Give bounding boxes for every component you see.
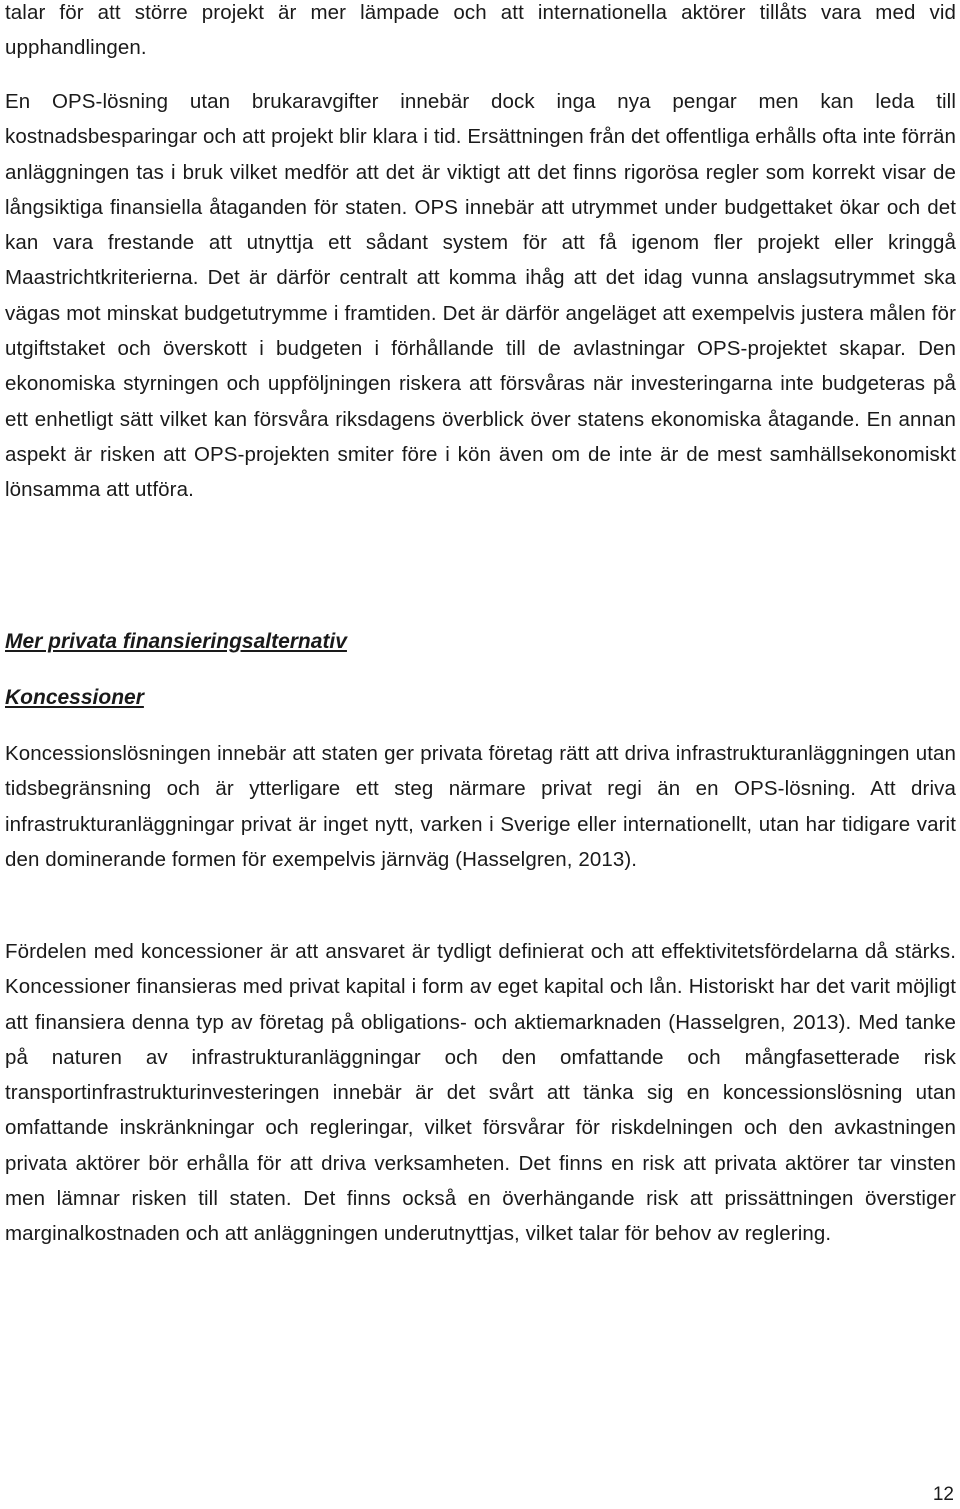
paragraph-concession-intro: Koncessionslösningen innebär att staten ger privata företag rätt att driva infrastrukturanläggningen utan tidsbegränsning och är ytterligare ett steg närmare privat regi än en OPS-lösning. Att driva infrastrukturanläggningar privat är inget nytt, varken i Sverige eller internationellt, utan har tidigare varit den dominerande formen för exempelvis järnväg (Hasselgren, 2013). [5, 742, 956, 871]
section-heading: Mer privata finansieringsalternativ [5, 630, 347, 653]
paragraph-intro-continuation: talar för att större projekt är mer lämpade och att internationella aktörer tillåts vara med vid upphandlingen. [5, 1, 956, 60]
page-number: 12 [932, 1484, 954, 1505]
paragraph-ops-budget: En OPS-lösning utan brukaravgifter innebär dock inga nya pengar men kan leda till kostnadsbesparingar och att projekt blir klara i tid. Ersättningen från det offentliga erhålls ofta inte förrän anläggningen tas i bruk vilket medför att det är viktigt att det finns rigorösa regler som korrekt visar de långsiktiga finansiella åtaganden för staten. OPS innebär att utrymmet under budgettaket ökar och det kan vara frestande att utnyttja ett sådant system för att få igenom fler projekt eller kringgå Maastrichtkriterierna. Det är därför centralt att komma ihåg att det idag vunna anslagsutrymmet ska vägas mot minskat budgetutrymme i framtiden. Det är därför angeläget att exempelvis justera målen för utgiftstaket och överskott i budgeten i förhållande till de avlastningar OPS-projektet skapar. Den ekonomiska styrningen och uppföljningen riskera att försvåras när investeringarna inte budgeteras på ett enhetligt sätt vilket kan försvåra riksdagens överblick över statens ekonomiska åtagande. En annan aspekt är risken att OPS-projekten smiter före i kön även om de inte är de mest samhällsekonomiskt lönsamma att utföra. [5, 90, 956, 502]
subsection-heading: Koncessioner [5, 686, 144, 709]
paragraph-concession-advantages: Fördelen med koncessioner är att ansvaret är tydligt definierat och att effektivitetsfördelarna då stärks. Koncessioner finansieras med privat kapital i form av eget kapital och lån. Historiskt har det varit möjligt att finansiera denna typ av företag på obligations- och aktiemarknaden (Hasselgren, 2013). Med tanke på naturen av infrastrukturanläggningar och den omfattande och mångfasetterade risk transportinfrastrukturinvesteringen innebär är det svårt att tänka sig en koncessionslösning utan omfattande inskränkningar och regleringar, vilket försvårar för riskdelningen och den avkastningen privata aktörer bör erhålla för att driva verksamheten. Det finns en risk att privata aktörer tar vinsten men lämnar risken till staten. Det finns också en överhängande risk att prissättningen överstiger marginalkostnaden och att anläggningen underutnyttjas, vilket talar för behov av reglering. [5, 940, 956, 1246]
